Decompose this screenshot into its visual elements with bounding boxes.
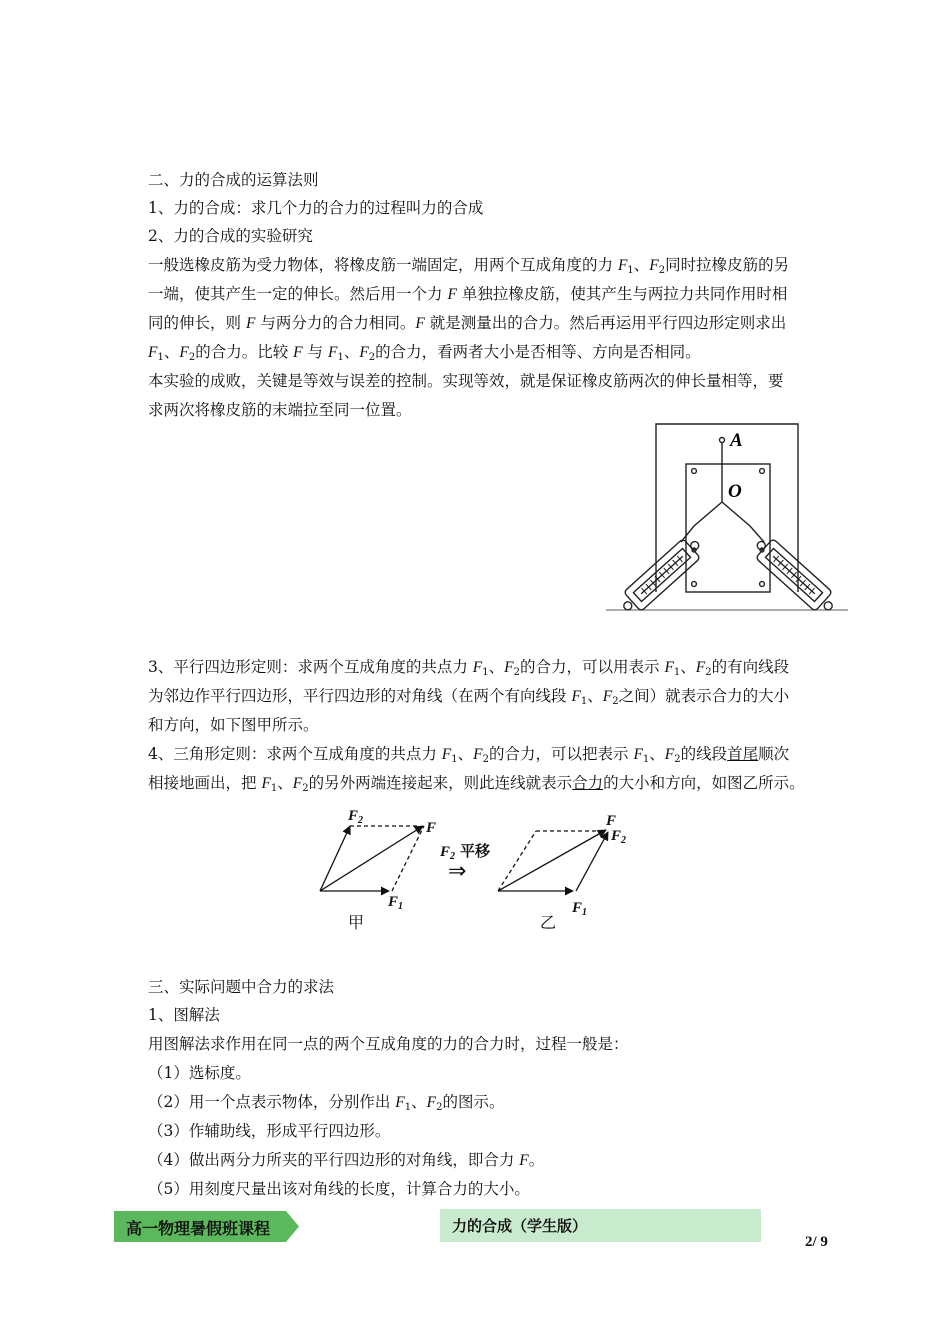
paragraph-2-line-1: 本实验的成败，关键是等效与误差的控制。实现等效，就是保证橡皮筋两次的伸长量相等，要 [148, 372, 784, 390]
label-f-left: F [426, 820, 437, 836]
label-f2-right: $F_2$ [611, 828, 627, 846]
item-3-line-1: 3、平行四边形定则：求两个互成角度的共点力 $F_1$、$F_2$的合力，可以用表示 $F_1$、$F_2$的有向线段 [148, 658, 790, 678]
footer-course-label: 高一物理暑假班课程 [126, 1219, 271, 1238]
anchor-point-a [720, 438, 725, 443]
pin [692, 582, 697, 587]
method-intro: 用图解法求作用在同一点的两个互成角度的力的合力时，过程一般是： [148, 1035, 629, 1053]
section-heading-3: 三、实际问题中合力的求法 [148, 978, 335, 996]
item-3-line-2: 为邻边作平行四边形，平行四边形的对角线（在两个有向线段 $F_1$、$F_2$之间）就表示合力的大小 [148, 687, 790, 707]
label-f1-right: $F_1$ [572, 900, 588, 918]
step-1: （1）选标度。 [148, 1064, 251, 1082]
string-left [681, 502, 722, 542]
paragraph-2-line-2: 求两次将橡皮筋的末端拉至同一位置。 [148, 401, 412, 419]
footer-topic-tag [440, 1209, 761, 1242]
label-f1-left: $F_1$ [388, 894, 404, 912]
section-heading-2: 二、力的合成的运算法则 [148, 171, 319, 189]
pin [760, 469, 765, 474]
label-f2-move: $F_2$ [440, 844, 456, 862]
paragraph-1-line-4: $F_1$、$F_2$的合力。比较 F 与 $F_1$、$F_2$的合力，看两者大小是否相等、方向是否相同。 [148, 343, 701, 363]
paragraph-1-line-2: 一端，使其产生一定的伸长。然后用一个力 F 单独拉橡皮筋，使其产生与两拉力共同作用时相 [148, 285, 788, 303]
label-a: A [730, 430, 743, 451]
string-right [722, 502, 764, 542]
label-f2-left: $F_2$ [348, 808, 364, 826]
step-4: （4）做出两分力所夹的平行四边形的对角线，即合力 F。 [148, 1151, 545, 1169]
step-2: （2）用一个点表示物体，分别作出 $F_1$、$F_2$的图示。 [148, 1093, 505, 1113]
item-2-heading: 2、力的合成的实验研究 [148, 227, 313, 245]
footer-topic-label: 力的合成（学生版） [452, 1217, 588, 1235]
experiment-board-figure [606, 420, 848, 626]
label-o: O [728, 481, 742, 502]
paragraph-1-line-1: 一般选橡皮筋为受力物体，将橡皮筋一端固定，用两个互成角度的力 $F_1$、$F_2$同时拉橡皮筋的另 [148, 256, 790, 276]
pin [692, 469, 697, 474]
caption-yi: 乙 [540, 913, 557, 932]
implies-arrow: ⇒ [448, 859, 467, 884]
label-f-right: F [606, 813, 617, 829]
pin [760, 582, 765, 587]
spring-scale-right [750, 533, 840, 618]
step-3: （3）作辅助线，形成平行四边形。 [148, 1122, 391, 1140]
spring-scale-left [616, 533, 706, 618]
paragraph-1-line-3: 同的伸长，则 F 与两分力的合力相同。F 就是测量出的合力。然后再运用平行四边形定则求出 [148, 314, 787, 332]
vector-f-right [498, 830, 606, 891]
vector-f2-right [576, 832, 608, 891]
translate-label: 平移 [460, 842, 491, 860]
dashed-side-right [498, 831, 536, 891]
item-1-definition: 1、力的合成：求几个力的合力的过程叫力的合成 [148, 199, 484, 217]
vector-rule-figure [308, 804, 648, 934]
footer-course-tag [114, 1211, 299, 1242]
caption-jia: 甲 [348, 913, 365, 932]
step-5: （5）用刻度尺量出该对角线的长度，计算合力的大小。 [148, 1180, 530, 1198]
item-4-line-1: 4、三角形定则：求两个互成角度的共点力 $F_1$、$F_2$的合力，可以把表示 $F_1$、$F_2$的线段首尾顺次 [148, 745, 790, 765]
item-4-line-2: 相接地画出，把 $F_1$、$F_2$的另外两端连接起来，则此连线就表示合力的大小和方向，如图乙所示。 [148, 774, 805, 794]
method-heading: 1、图解法 [148, 1006, 220, 1024]
page-number: 2/ 9 [805, 1234, 828, 1250]
item-3-line-3: 和方向，如下图甲所示。 [148, 716, 319, 734]
